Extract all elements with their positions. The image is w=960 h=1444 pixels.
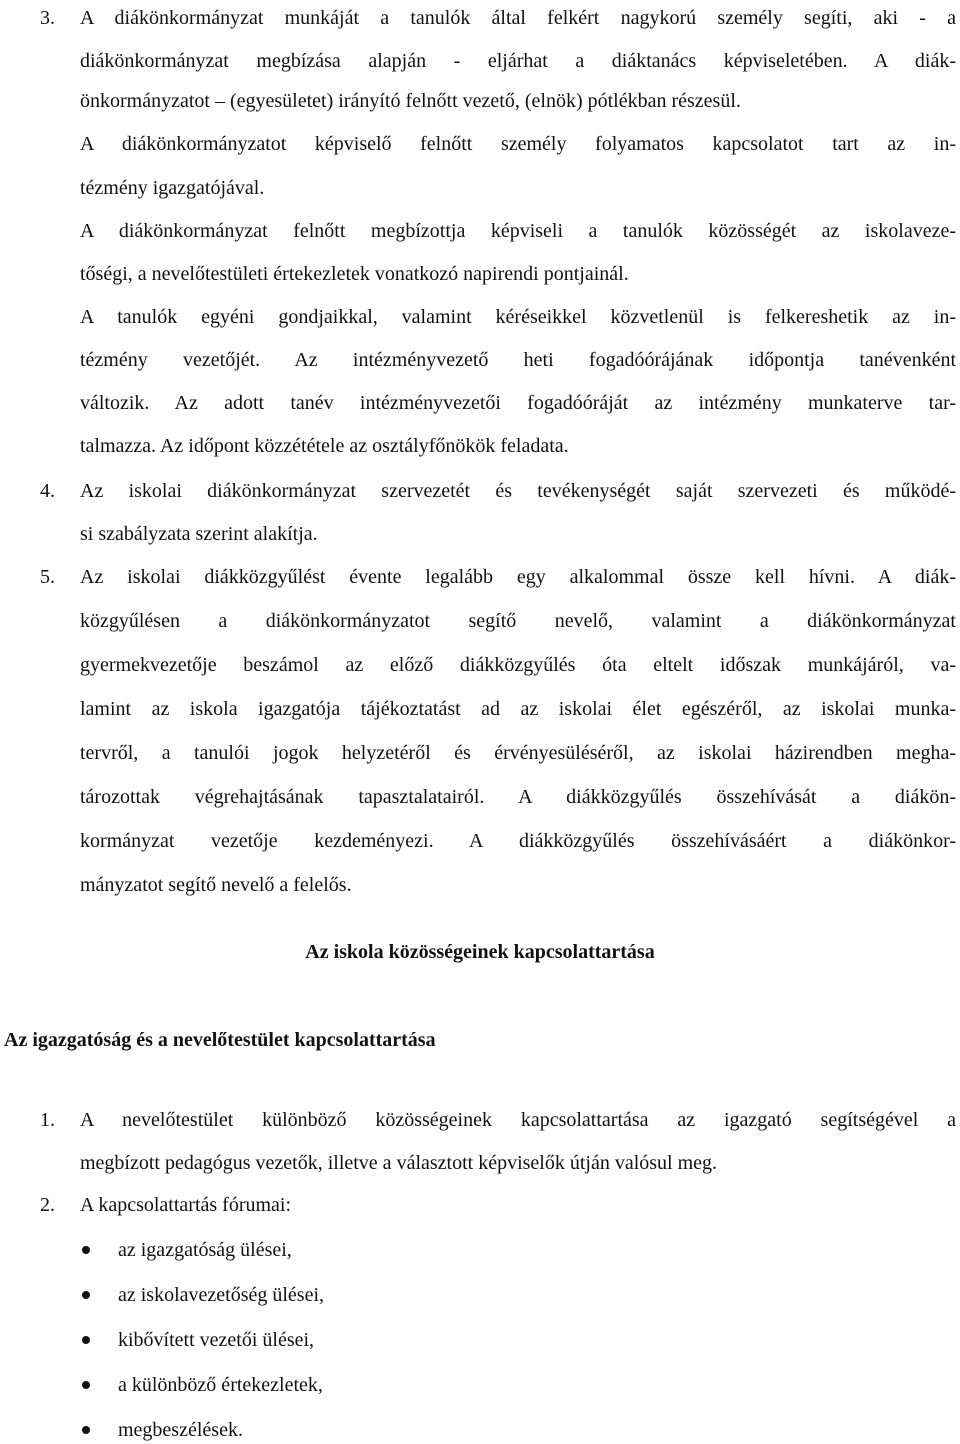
section-5-line-6: tározottak végrehajtásának tapasztalatairól. A diákközgyűlés összehívását a diákön- <box>80 786 956 808</box>
section-3-line-4: A diákönkormányzatot képviselő felnőtt személy folyamatos kapcsolatot tart az in- <box>80 133 956 155</box>
item-1-line-2: megbízott pedagógus vezetők, illetve a választott képviselők útján valósul meg. <box>80 1152 718 1174</box>
section-4-line-2: si szabályzata szerint alakítja. <box>80 523 318 545</box>
item-1-number: 1. <box>40 1109 55 1131</box>
section-5-line-8: mányzatot segítő nevelő a felelős. <box>80 874 352 896</box>
bullet-icon <box>82 1246 90 1254</box>
section-5-line-4: lamint az iskola igazgatója tájékoztatást ad az iskolai élet egészéről, az iskolai munka- <box>80 698 956 720</box>
section-3-line-3: önkormányzatot – (egyesületet) irányító felnőtt vezető, (elnök) pótlékban részesül. <box>80 90 741 112</box>
forum-item-1: az igazgatóság ülései, <box>118 1239 292 1261</box>
item-1-line-1: A nevelőtestület különböző közösségeinek kapcsolattartása az igazgató segítségével a <box>80 1109 956 1131</box>
section-5-line-7: kormányzat vezetője kezdeményezi. A diákközgyűlés összehívásáért a diákönkor- <box>80 830 956 852</box>
item-2-text: A kapcsolattartás fórumai: <box>80 1194 292 1216</box>
section-4-line-1: Az iskolai diákönkormányzat szervezetét és tevékenységét saját szervezeti és működé- <box>80 480 956 502</box>
section-3-line-11: talmazza. Az időpont közzététele az osztályfőnökök feladata. <box>80 435 569 457</box>
section-5-line-5: tervről, a tanulói jogok helyzetéről és érvényesüléséről, az iskolai házirendben megha- <box>80 742 956 764</box>
forum-item-5: megbeszélések. <box>118 1419 243 1441</box>
sub-heading: Az igazgatóság és a nevelőtestület kapcsolattartása <box>4 1029 436 1051</box>
bullet-icon <box>82 1381 90 1389</box>
section-5-line-3: gyermekvezetője beszámol az előző diákközgyűlés óta eltelt időszak munkájáról, va- <box>80 654 956 676</box>
section-3-line-7: tőségi, a nevelőtestületi értekezletek vonatkozó napirendi pontjainál. <box>80 263 629 285</box>
section-5-line-1: Az iskolai diákközgyűlést évente legalább egy alkalommal össze kell hívni. A diák- <box>80 566 956 588</box>
section-3-line-2: diákönkormányzat megbízása alapján - eljárhat a diáktanács képviseletében. A diák- <box>80 50 956 72</box>
bullet-icon <box>82 1426 90 1434</box>
forum-item-4: a különböző értekezletek, <box>118 1374 323 1396</box>
section-4-number: 4. <box>40 480 55 502</box>
bullet-icon <box>82 1336 90 1344</box>
section-3-line-8: A tanulók egyéni gondjaikkal, valamint kéréseikkel közvetlenül is felkereshetik az in- <box>80 306 956 328</box>
section-3-number: 3. <box>40 7 55 29</box>
bullet-icon <box>82 1291 90 1299</box>
forum-item-3: kibővített vezetői ülései, <box>118 1329 315 1351</box>
section-3-line-5: tézmény igazgatójával. <box>80 177 265 199</box>
main-heading: Az iskola közösségeinek kapcsolattartása <box>305 941 655 963</box>
section-3-line-6: A diákönkormányzat felnőtt megbízottja képviseli a tanulók közösségét az iskolaveze- <box>80 220 956 242</box>
item-2-number: 2. <box>40 1194 55 1216</box>
section-3-line-9: tézmény vezetőjét. Az intézményvezető heti fogadóórájának időpontja tanévenként <box>80 349 956 371</box>
forum-item-2: az iskolavezetőség ülései, <box>118 1284 325 1306</box>
section-3-line-10: változik. Az adott tanév intézményvezetői fogadóóráját az intézmény munkaterve tar- <box>80 392 956 414</box>
section-5-line-2: közgyűlésen a diákönkormányzatot segítő nevelő, valamint a diákönkormányzat <box>80 610 956 632</box>
section-3-line-1: A diákönkormányzat munkáját a tanulók által felkért nagykorú személy segíti, aki - a <box>80 7 956 29</box>
section-5-number: 5. <box>40 566 55 588</box>
